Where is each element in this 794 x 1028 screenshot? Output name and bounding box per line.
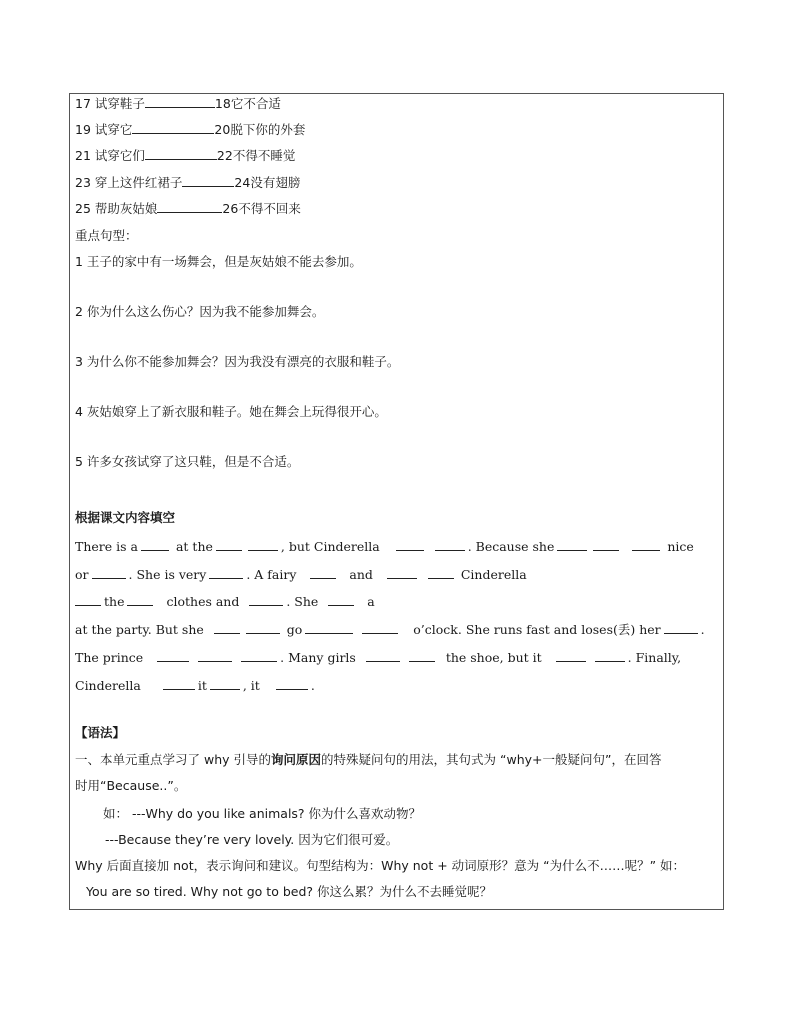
fill-text: at the party. But she: [75, 622, 204, 637]
fill-text: The prince: [75, 650, 144, 665]
fill-blank[interactable]: [310, 566, 336, 579]
fill-blank[interactable]: [556, 649, 586, 662]
phrase-number: 20: [214, 122, 231, 137]
key-sentence-5: 5 许多女孩试穿了这只鞋，但是不合适。: [75, 454, 300, 469]
phrase-text: 试穿它们: [94, 148, 145, 163]
phrase-text: 试穿它: [94, 122, 133, 137]
fill-text: and: [349, 567, 373, 582]
fill-text: .: [700, 622, 705, 637]
phrase-text: 穿上这件红裙子: [94, 175, 183, 190]
phrase-text: 不得不睡觉: [232, 148, 296, 163]
fill-blank[interactable]: [276, 677, 308, 690]
fill-blank[interactable]: [198, 649, 232, 662]
phrase-text: 帮助灰姑娘: [94, 201, 158, 216]
key-sentences-heading: 重点句型：: [75, 228, 138, 243]
phrase-line-17: [75, 95, 281, 112]
phrase-number: 23: [75, 175, 91, 190]
fill-blank[interactable]: [216, 538, 242, 551]
answer-blank[interactable]: [132, 121, 214, 134]
fill-blank[interactable]: [387, 566, 417, 579]
fill-blank[interactable]: [435, 538, 465, 551]
fill-blank[interactable]: [305, 621, 353, 634]
fill-line-1: [75, 538, 694, 555]
fill-text: the: [104, 594, 125, 609]
grammar-paragraph-1-cont: 时用“Because..”。: [75, 778, 187, 793]
fill-text: . She is very: [128, 567, 207, 582]
fill-line-5: [75, 649, 681, 666]
fill-blank[interactable]: [210, 677, 240, 690]
fill-blank[interactable]: [249, 593, 283, 606]
phrase-number: 18: [214, 96, 231, 111]
fill-text: o’clock. She runs fast and loses(丢) her: [413, 622, 661, 637]
answer-blank[interactable]: [182, 174, 234, 187]
fill-text: it: [197, 678, 207, 693]
fill-text: or: [75, 567, 89, 582]
answer-blank[interactable]: [145, 147, 217, 160]
phrase-text: 没有翅膀: [250, 175, 301, 190]
fill-blank[interactable]: [209, 566, 243, 579]
phrase-number: 17: [75, 96, 91, 111]
fill-blank[interactable]: [362, 621, 398, 634]
fill-blank[interactable]: [593, 538, 619, 551]
fill-blank[interactable]: [75, 593, 101, 606]
fill-blank[interactable]: [157, 649, 189, 662]
phrase-number: 25: [75, 201, 91, 216]
grammar-emphasis: 询问原因: [271, 752, 322, 767]
phrase-line-19: [75, 121, 305, 138]
grammar-heading: 【语法】: [75, 725, 126, 740]
grammar-paragraph-2: Why 后面直接加 not，表示询问和建议。句型结构为：Why not + 动词原形？意为 “为什么不……呢？” 如：: [75, 858, 686, 873]
fill-blank[interactable]: [246, 621, 280, 634]
phrase-number: 19: [75, 122, 91, 137]
fill-blank[interactable]: [214, 621, 240, 634]
fill-text: Cinderella: [460, 567, 527, 582]
fill-line-3: [75, 593, 375, 610]
grammar-text: 的特殊疑问句的用法，其句式为 “why+一般疑问句”，在回答: [321, 752, 662, 767]
fill-text: . She: [286, 594, 319, 609]
fill-text: clothes and: [166, 594, 240, 609]
fill-text: . Many girls: [280, 650, 356, 665]
fill-blank[interactable]: [396, 538, 424, 551]
fill-blank[interactable]: [92, 566, 126, 579]
grammar-example-1: 如： ---Why do you like animals? 你为什么喜欢动物？: [103, 806, 422, 821]
fill-blank[interactable]: [366, 649, 400, 662]
fill-text: , but Cinderella: [280, 539, 380, 554]
key-sentence-2: 2 你为什么这么伤心？因为我不能参加舞会。: [75, 304, 325, 319]
phrase-line-23: [75, 174, 300, 191]
fill-text: . Finally,: [627, 650, 682, 665]
fill-blank[interactable]: [163, 677, 195, 690]
phrase-text: 脱下你的外套: [230, 122, 306, 137]
grammar-example-3: You are so tired. Why not go to bed? 你这么累？为什么不去睡觉呢？: [86, 884, 492, 899]
fill-blank[interactable]: [248, 538, 278, 551]
fill-text: There is a: [75, 539, 138, 554]
phrase-number: 21: [75, 148, 91, 163]
key-sentence-1: 1 王子的家中有一场舞会，但是灰姑娘不能去参加。: [75, 254, 362, 269]
phrase-number: 24: [234, 175, 251, 190]
fill-text: at the: [175, 539, 213, 554]
fill-line-6: [75, 677, 315, 694]
fill-blank[interactable]: [557, 538, 587, 551]
fill-text: . Because she: [467, 539, 555, 554]
fill-blank[interactable]: [328, 593, 354, 606]
fill-text: a: [367, 594, 375, 609]
fill-text: nice: [667, 539, 694, 554]
key-sentence-4: 4 灰姑娘穿上了新衣服和鞋子。她在舞会上玩得很开心。: [75, 404, 387, 419]
grammar-example-2: ---Because they’re very lovely. 因为它们很可爱。: [105, 832, 399, 847]
fill-blank[interactable]: [428, 566, 454, 579]
answer-blank[interactable]: [157, 200, 222, 213]
fill-blank[interactable]: [632, 538, 660, 551]
fill-blank[interactable]: [595, 649, 625, 662]
phrase-text: 试穿鞋子: [94, 96, 145, 111]
phrase-number: 26: [222, 201, 239, 216]
fill-heading: 根据课文内容填空: [75, 510, 176, 525]
fill-line-4: [75, 621, 705, 638]
fill-blank[interactable]: [664, 621, 698, 634]
fill-text: go: [286, 622, 303, 637]
grammar-paragraph-1: [75, 752, 661, 768]
phrase-number: 22: [216, 148, 233, 163]
answer-blank[interactable]: [145, 95, 215, 108]
fill-line-2: [75, 566, 527, 583]
key-sentence-3: 3 为什么你不能参加舞会？因为我没有漂亮的衣服和鞋子。: [75, 354, 400, 369]
phrase-line-25: [75, 200, 301, 217]
phrase-line-21: [75, 147, 295, 164]
fill-text: , it: [242, 678, 260, 693]
fill-blank[interactable]: [127, 593, 153, 606]
phrase-text: 不得不回来: [238, 201, 301, 216]
grammar-text: 一、本单元重点学习了 why 引导的: [75, 752, 271, 767]
fill-blank[interactable]: [409, 649, 435, 662]
fill-text: Cinderella: [75, 678, 141, 693]
fill-text: the shoe, but it: [445, 650, 542, 665]
phrase-text: 它不合适: [230, 96, 281, 111]
fill-blank[interactable]: [141, 538, 169, 551]
fill-blank[interactable]: [241, 649, 277, 662]
fill-text: . A fairy: [246, 567, 297, 582]
fill-text: .: [310, 678, 315, 693]
